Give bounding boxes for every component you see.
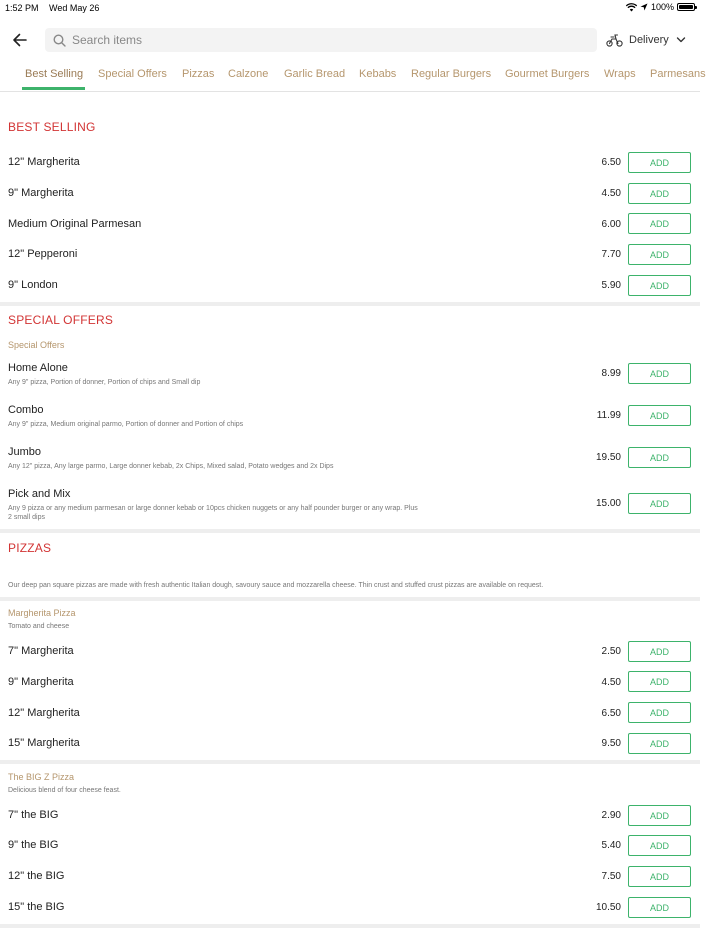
item-description: Any 9 pizza or any medium parmesan or large donner kebab or 10pcs chicken nuggets or any half pounder burger or any wrap. Plus 2 small dips xyxy=(8,505,418,521)
special-offers-title: SPECIAL OFFERS xyxy=(8,313,114,327)
add-button[interactable]: ADD xyxy=(628,405,691,426)
item-price: 2.50 xyxy=(601,646,621,657)
item-price: 4.50 xyxy=(601,188,621,199)
status-bar xyxy=(0,0,700,16)
item-name: 12" Margherita xyxy=(8,707,80,719)
item-name: Medium Original Parmesan xyxy=(8,218,142,230)
tab-kebabs[interactable]: Kebabs xyxy=(359,68,397,80)
add-button[interactable]: ADD xyxy=(628,805,691,826)
add-button[interactable]: ADD xyxy=(628,363,691,384)
pizzas-note: Our deep pan square pizzas are made with fresh authentic Italian dough, savoury sauce and mozzarella cheese. Thin crust and stuffed crust pizzas are available on request. xyxy=(8,582,544,589)
section-divider xyxy=(0,302,700,306)
item-description: Any 9" pizza, Portion of donner, Portion of chips and Small dip xyxy=(8,379,201,386)
item-price: 5.90 xyxy=(601,280,621,291)
delivery-label: Delivery xyxy=(629,34,669,46)
item-price: 5.40 xyxy=(601,840,621,851)
add-button[interactable]: ADD xyxy=(628,835,691,856)
item-price: 11.99 xyxy=(596,410,621,421)
item-price: 6.50 xyxy=(601,708,621,719)
status-time: 1:52 PM xyxy=(5,3,39,13)
add-button[interactable]: ADD xyxy=(628,866,691,887)
tab-calzone[interactable]: Calzone xyxy=(228,68,269,80)
add-button[interactable]: ADD xyxy=(628,733,691,754)
add-button[interactable]: ADD xyxy=(628,152,691,173)
battery-percent: 100% xyxy=(650,2,674,12)
subcategory-description: Delicious blend of four cheese feast. xyxy=(8,787,121,794)
add-button[interactable]: ADD xyxy=(628,493,691,514)
item-name: 7" the BIG xyxy=(8,809,59,821)
tab-pizzas[interactable]: Pizzas xyxy=(182,68,215,80)
item-price: 4.50 xyxy=(601,677,621,688)
tab-parmesans[interactable]: Parmesans xyxy=(650,68,706,80)
tab-wraps[interactable]: Wraps xyxy=(604,68,636,80)
add-button[interactable]: ADD xyxy=(628,244,691,265)
item-price: 9.50 xyxy=(601,738,621,749)
back-arrow-icon xyxy=(10,28,30,52)
item-description: Any 12" pizza, Any large parmo, Large donner kebab, 2x Chips, Mixed salad, Potato wedges and 2x Dips xyxy=(8,463,334,470)
item-name: 15" Margherita xyxy=(8,737,80,749)
add-button[interactable]: ADD xyxy=(628,183,691,204)
section-divider xyxy=(0,924,700,928)
status-date: Wed May 26 xyxy=(49,3,100,13)
search-input[interactable] xyxy=(72,33,572,47)
subcategory-description: Tomato and cheese xyxy=(8,623,70,630)
item-name: 15" the BIG xyxy=(8,901,65,913)
item-price: 10.50 xyxy=(595,902,621,913)
scooter-icon xyxy=(606,33,623,47)
add-button[interactable]: ADD xyxy=(628,447,691,468)
item-price: 19.50 xyxy=(595,452,621,463)
item-name: Combo xyxy=(8,404,44,416)
search-icon xyxy=(53,34,66,47)
tab-gourmet-burgers[interactable]: Gourmet Burgers xyxy=(505,68,590,80)
top-bar xyxy=(0,26,700,54)
item-name: 9" the BIG xyxy=(8,839,59,851)
item-name: 12" the BIG xyxy=(8,870,65,882)
item-name: 9" Margherita xyxy=(8,676,74,688)
pizzas-title: PIZZAS xyxy=(8,541,52,555)
item-price: 8.99 xyxy=(601,368,621,379)
item-name: 12" Margherita xyxy=(8,156,80,168)
item-name: 12" Pepperoni xyxy=(8,248,78,260)
subcategory-title: The BIG Z Pizza xyxy=(8,772,75,782)
item-name: 9" London xyxy=(8,279,58,291)
active-tab-indicator xyxy=(22,87,85,90)
item-description: Any 9" pizza, Medium original parmo, Portion of donner and Portion of chips xyxy=(8,421,244,428)
item-name: Pick and Mix xyxy=(8,488,71,500)
search-box[interactable] xyxy=(45,28,597,52)
add-button[interactable]: ADD xyxy=(628,641,691,662)
tab-special-offers[interactable]: Special Offers xyxy=(98,68,167,80)
item-name: 7" Margherita xyxy=(8,645,74,657)
back-button[interactable] xyxy=(10,28,32,52)
section-divider xyxy=(0,529,700,533)
wifi-icon xyxy=(626,3,637,12)
item-name: Home Alone xyxy=(8,362,68,374)
item-price: 6.00 xyxy=(601,219,621,230)
item-price: 7.70 xyxy=(601,249,621,260)
section-divider xyxy=(0,597,700,601)
add-button[interactable]: ADD xyxy=(628,671,691,692)
section-divider xyxy=(0,760,700,764)
add-button[interactable]: ADD xyxy=(628,213,691,234)
battery-icon xyxy=(677,3,695,11)
tab-best-selling[interactable]: Best Selling xyxy=(25,68,84,80)
location-arrow-icon xyxy=(640,3,648,11)
best-selling-title: BEST SELLING xyxy=(8,120,96,134)
subcategory-title: Special Offers xyxy=(8,340,65,350)
subcategory-title: Margherita Pizza xyxy=(8,608,76,618)
add-button[interactable]: ADD xyxy=(628,275,691,296)
item-price: 2.90 xyxy=(601,810,621,821)
tab-garlic-bread[interactable]: Garlic Bread xyxy=(284,68,346,80)
delivery-selector[interactable] xyxy=(606,29,687,51)
item-price: 15.00 xyxy=(595,498,621,509)
item-price: 6.50 xyxy=(601,157,621,168)
chevron-down-icon xyxy=(675,34,687,46)
add-button[interactable]: ADD xyxy=(628,897,691,918)
category-tabs xyxy=(0,62,706,92)
tab-regular-burgers[interactable]: Regular Burgers xyxy=(411,68,492,80)
item-price: 7.50 xyxy=(601,871,621,882)
item-name: Jumbo xyxy=(8,446,42,458)
add-button[interactable]: ADD xyxy=(628,702,691,723)
item-name: 9" Margherita xyxy=(8,187,74,199)
